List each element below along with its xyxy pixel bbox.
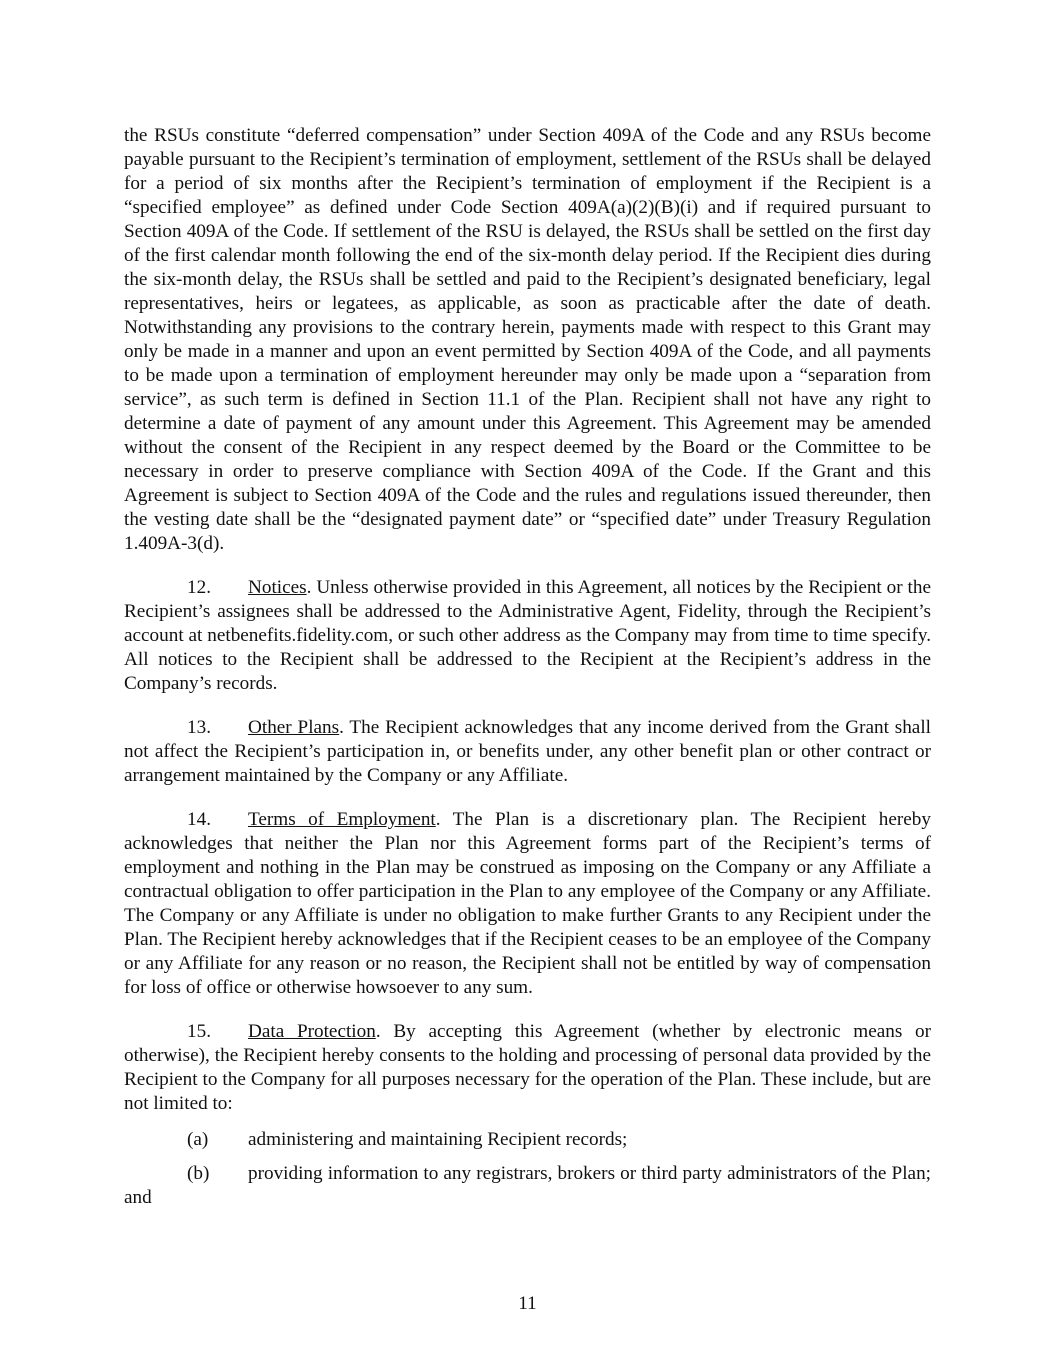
section-heading: Notices <box>248 577 307 598</box>
list-item-text: administering and maintaining Recipient records; <box>248 1129 628 1150</box>
section-heading: Other Plans <box>248 717 340 738</box>
section-12-notices <box>124 576 931 696</box>
section-number: 15. <box>187 1021 211 1042</box>
list-item-text: providing information to any registrars, brokers or third party administrators of the Plan; and <box>124 1163 931 1208</box>
section-number: 13. <box>187 717 211 738</box>
section-14-terms-of-employment <box>124 808 931 1000</box>
document-page <box>124 124 931 1220</box>
section-body: . The Recipient acknowledges that any income derived from the Grant shall not affect the Recipient’s participation in, or benefits under, any other benefit plan or other contract or arrangement maintained by the Company or any Affiliate. <box>124 717 931 786</box>
list-item <box>124 1128 931 1152</box>
section-heading: Data Protection <box>248 1021 376 1042</box>
page-number: 11 <box>518 1293 537 1314</box>
section-heading: Terms of Employment <box>248 809 436 830</box>
continuation-paragraph: the RSUs constitute “deferred compensation” under Section 409A of the Code and any RSUs become payable pursuant to the Recipient’s termination of employment, settlement of the RSUs shall be delayed for a period of six months after the Recipient’s termination of employment if the Recipient is a “specified employee” as defined under Code Section 409A(a)(2)(B)(i) and if required pursuant to Section 409A of the Code. If settlement of the RSU is delayed, the RSUs shall be settled on the first day of the first calendar month following the end of the six-month delay period. If the Recipient dies during the six-month delay, the RSUs shall be settled and paid to the Recipient’s designated beneficiary, legal representatives, heirs or legatees, as applicable, as soon as practicable after the date of death. Notwithstanding any provisions to the contrary herein, payments made with respect to this Grant may only be made in a manner and upon an event permitted by Section 409A of the Code, and all payments to be made upon a termination of employment hereunder may only be made upon a “separation from service”, as such term is defined in Section 11.1 of the Plan. Recipient shall not have any right to determine a date of payment of any amount under this Agreement. This Agreement may be amended without the consent of the Recipient in any respect deemed by the Board or the Committee to be necessary in order to preserve compliance with Section 409A of the Code. If the Grant and this Agreement is subject to Section 409A of the Code and the rules and regulations issued thereunder, then the vesting date shall be the “designated payment date” or “specified date” under Treasury Regulation 1.409A-3(d). <box>124 125 931 554</box>
section-body: . By accepting this Agreement (whether by electronic means or otherwise), the Recipient hereby consents to the holding and processing of personal data provided by the Recipient to the Company for all purposes necessary for the operation of the Plan. These include, but are not limited to: <box>124 1021 932 1114</box>
section-13-other-plans <box>124 716 931 788</box>
section-number: 14. <box>187 809 211 830</box>
section-15-data-protection <box>124 1020 931 1116</box>
list-item <box>124 1162 931 1210</box>
list-item-letter: (a) <box>187 1129 209 1150</box>
list-item-letter: (b) <box>187 1163 210 1184</box>
section-number: 12. <box>187 577 211 598</box>
section-body: . The Plan is a discretionary plan. The Recipient hereby acknowledges that neither the Plan nor this Agreement forms part of the Recipient’s terms of employment and nothing in the Plan may be construed as imposing on the Company or any Affiliate a contractual obligation to offer participation in the Plan to any employee of the Company or any Affiliate. The Company or any Affiliate is under no obligation to make further Grants to any Recipient under the Plan. The Recipient hereby acknowledges that if the Recipient ceases to be an employee of the Company or any Affiliate for any reason or no reason, the Recipient shall not be entitled by way of compensation for loss of office or otherwise howsoever to any sum. <box>124 809 931 998</box>
section-body: . Unless otherwise provided in this Agreement, all notices by the Recipient or the Recipient’s assignees shall be addressed to the Administrative Agent, Fidelity, through the Recipient’s account at netbenefits.fidelity.com, or such other address as the Company may from time to time specify. All notices to the Recipient shall be addressed to the Recipient at the Recipient’s address in the Company’s records. <box>124 577 931 694</box>
